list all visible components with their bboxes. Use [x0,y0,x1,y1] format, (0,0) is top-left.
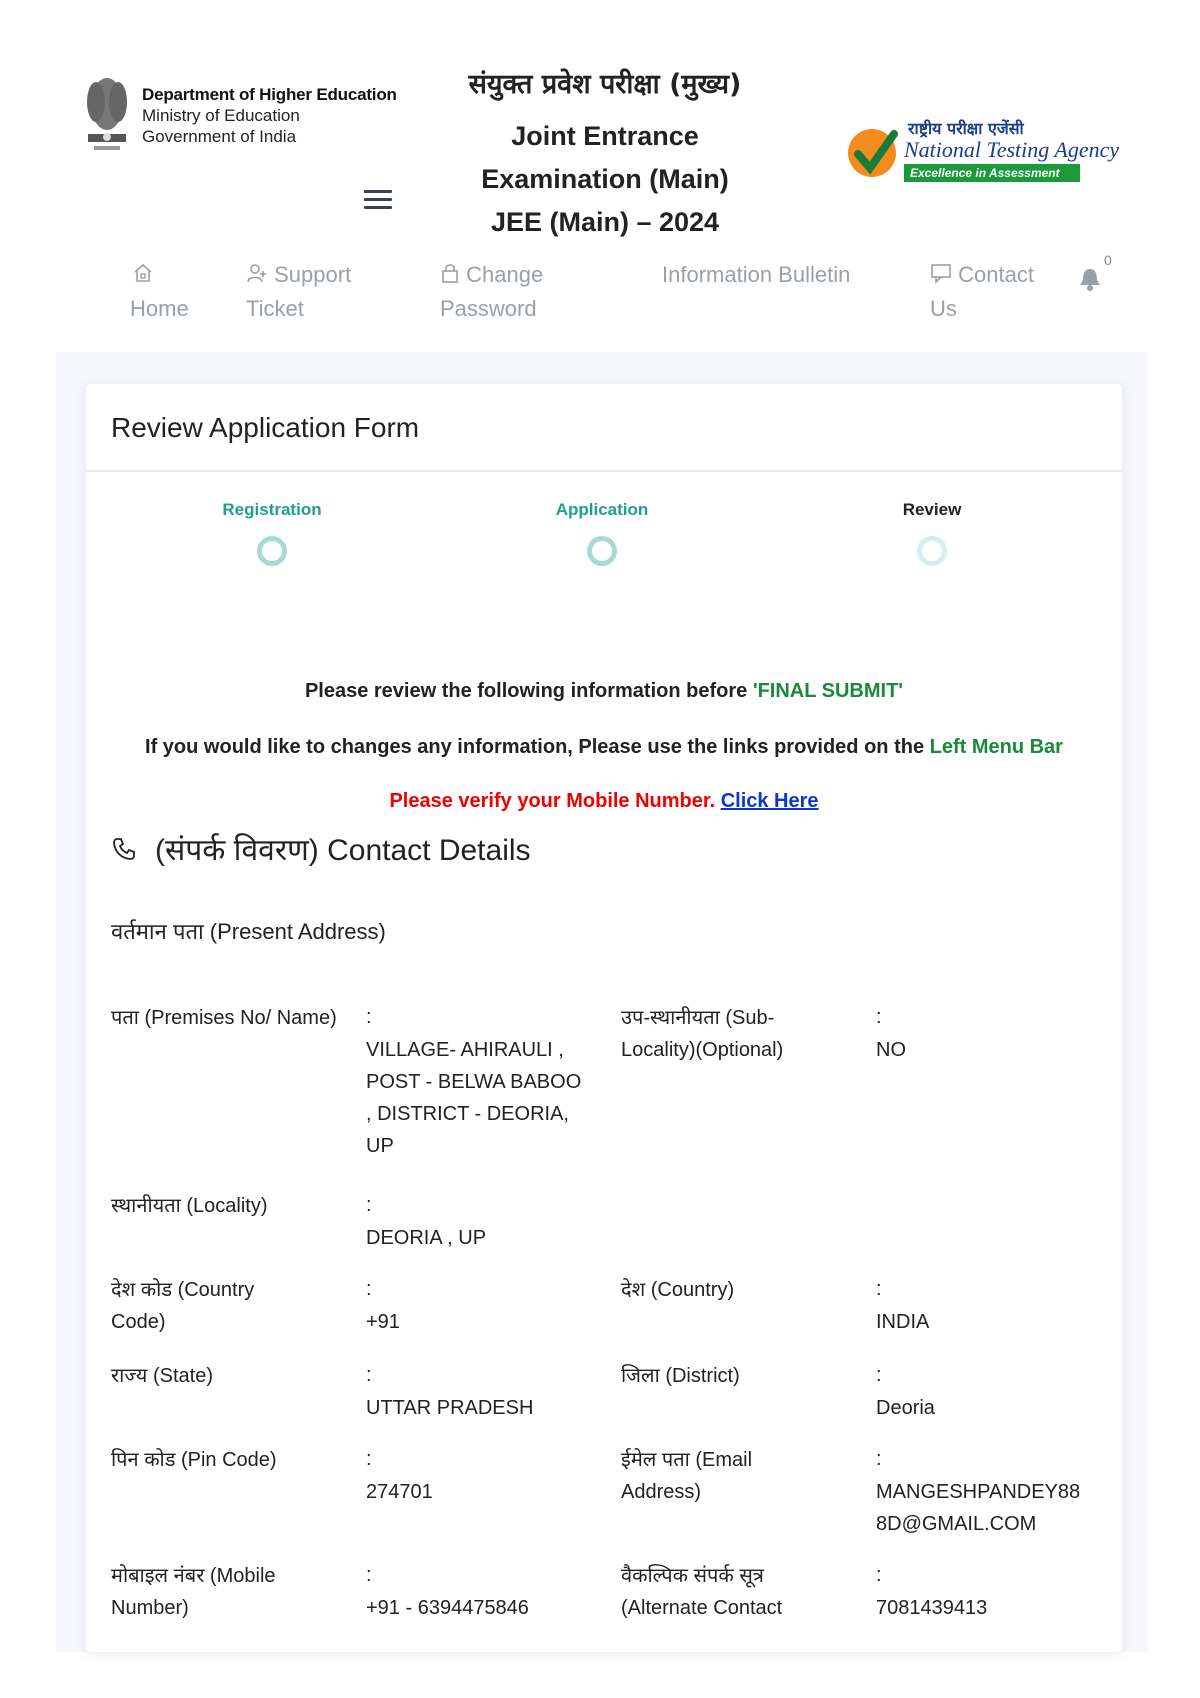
hamburger-line [364,190,392,193]
premises-label: पता (Premises No/ Name) [111,1007,337,1029]
email-label: ईमेल पता (Email Address) [621,1449,753,1503]
field-colon: : [876,1564,882,1586]
alternate-contact-value: 7081439413 [876,1597,988,1619]
notice-text: If you would like to changes any information, Please use the links provided on the [145,736,930,758]
hamburger-line [364,198,392,201]
step-application[interactable] [502,500,702,566]
hamburger-line [364,206,392,209]
step-review[interactable] [832,500,1032,566]
nav-support-label-line2: Ticket [246,296,304,321]
locality-value: DEORIA , UP [366,1227,487,1249]
menu-toggle-button[interactable] [364,190,392,214]
ministry-name: Ministry of Education [142,106,300,125]
final-submit-notice [86,680,1122,703]
mobile-value: +91 - 6394475846 [366,1597,529,1619]
present-address-heading: वर्तमान पता (Present Address) [111,919,386,944]
nav-information-bulletin[interactable] [662,258,850,292]
pin-code-value: 274701 [366,1481,433,1503]
step-indicator [917,536,947,566]
national-emblem-icon [84,74,130,160]
nav-change-label-line1: Change [466,262,544,287]
nav-home[interactable] [130,258,189,326]
contact-details-heading [111,828,531,869]
country-code-label: देश कोड (Country Code) [111,1279,255,1333]
left-menu-bar-highlight: Left Menu Bar [929,736,1063,758]
page-title: Review Application Form [111,412,420,443]
step-label: Application [555,500,649,519]
premises-value: VILLAGE- AHIRAULI , POST - BELWA BABOO , DISTRICT - DEORIA, UP [366,1039,582,1157]
step-label: Registration [222,500,322,519]
notification-count: 0 [1104,252,1112,268]
exam-title-hindi: संयुक्त प्रवेश परीक्षा (मुख्य) [468,69,742,100]
verify-mobile-link[interactable]: Click Here [720,790,819,812]
final-submit-highlight: 'FINAL SUBMIT' [752,680,904,702]
nav-support-label-line1: Support [274,262,352,287]
review-card [86,384,1122,1652]
mobile-label: मोबाइल नंबर (Mobile Number) [111,1565,276,1619]
district-value: Deoria [876,1397,935,1419]
bell-icon[interactable] [1078,266,1102,292]
step-registration[interactable] [172,500,372,566]
government-name: Government of India [142,127,297,146]
change-info-notice [86,736,1122,759]
field-colon: : [876,1364,882,1386]
exam-title-line2: Examination (Main) [481,164,729,194]
field-colon: : [366,1364,372,1386]
field-colon: : [366,1194,372,1216]
email-value: MANGESHPANDEY88 8D@GMAIL.COM [876,1481,1081,1535]
state-value: UTTAR PRADESH [366,1397,534,1419]
nav-contact-label-line2: Us [930,296,957,321]
nta-logo [848,118,1120,188]
nav-contact-label-line1: Contact [958,262,1034,287]
nav-change-label-line2: Password [440,296,537,321]
field-colon: : [366,1564,372,1586]
field-colon: : [366,1448,372,1470]
nta-english-text: National Testing Agency [904,137,1120,162]
field-colon: : [366,1006,372,1028]
nav-home-label: Home [130,296,189,321]
alternate-contact-label: वैकल्पिक संपर्क सूत्र (Alternate Contact [621,1565,783,1619]
district-label: जिला (District) [621,1365,740,1387]
country-label: देश (Country) [621,1279,735,1301]
step-indicator [587,536,617,566]
nta-tagline: Excellence in Assessment [910,166,1060,180]
contact-heading-text: (संपर्क विवरण) Contact Details [155,834,531,867]
field-colon: : [876,1006,882,1028]
notice-text: Please review the following information before [304,680,753,702]
main-navigation [0,252,1200,338]
user-plus-icon [246,262,268,284]
state-label: राज्य (State) [111,1365,213,1387]
exam-title-line1: Joint Entrance [511,121,699,151]
phone-icon [111,836,137,862]
field-colon: : [876,1278,882,1300]
sublocality-label: उप-स्थानीयता (Sub-Locality)(Optional) [621,1007,784,1061]
home-icon [130,258,189,292]
chat-icon [930,262,952,284]
verify-mobile-notice [86,790,1122,813]
department-name: Department of Higher Education [142,85,397,104]
nav-support-ticket[interactable] [246,258,351,326]
sublocality-value: NO [876,1039,906,1061]
exam-title-line3: JEE (Main) – 2024 [490,207,720,237]
lock-icon [440,262,460,284]
country-code-value: +91 [366,1311,400,1333]
nav-contact-us[interactable] [930,258,1034,326]
country-value: INDIA [876,1311,930,1333]
step-indicator [257,536,287,566]
notice-text: Please verify your Mobile Number. [389,790,721,812]
pin-code-label: पिन कोड (Pin Code) [111,1449,277,1471]
field-colon: : [366,1278,372,1300]
nav-change-password[interactable] [440,258,543,326]
exam-title [440,64,770,244]
nav-info-label: Information Bulletin [662,262,851,287]
card-header [86,384,1122,472]
field-colon: : [876,1448,882,1470]
nta-hindi-text: राष्ट्रीय परीक्षा एजेंसी [908,119,1024,138]
step-label: Review [902,500,962,519]
department-branding [142,84,397,147]
locality-label: स्थानीयता (Locality) [111,1195,268,1217]
